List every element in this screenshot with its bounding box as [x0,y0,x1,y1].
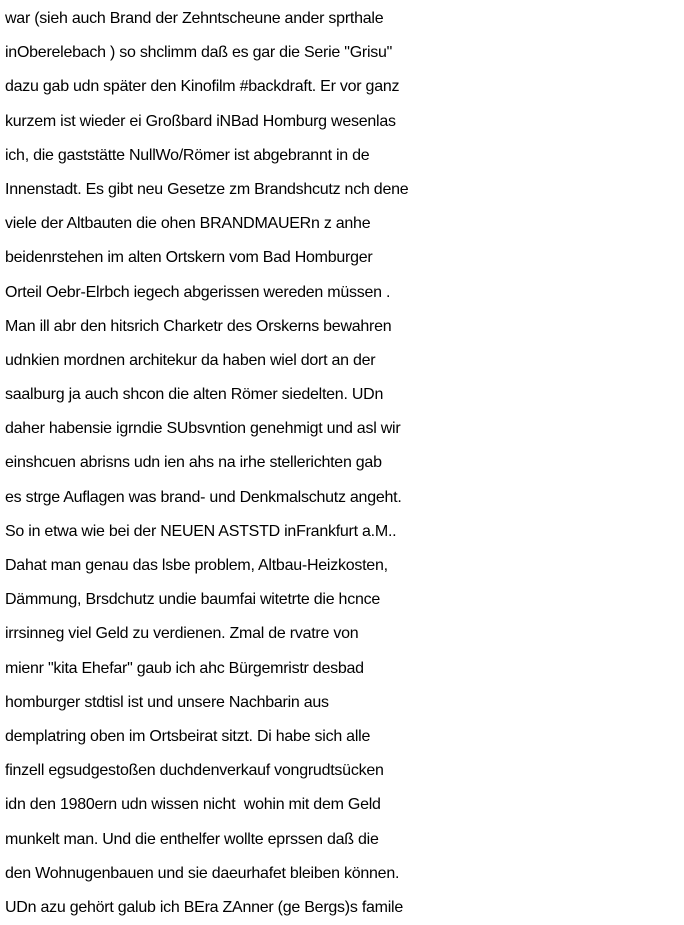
text-line-10: Man ill abr den hitsrich Charketr des Orskerns bewahren [5,317,392,335]
text-line-8: beidenrstehen im alten Ortskern vom Bad Homburger [5,249,373,267]
text-line-26: den Wohnugenbauen und sie daeurhafet bleiben können. [5,864,400,882]
text-line-23: finzell egsudgestoßen duchdenverkauf vongrudtsücken [5,762,384,780]
text-line-11: udnkien mordnen architekur da haben wiel dort an der [5,351,376,369]
text-line-14: einshcuen abrisns udn ien ahs na irhe stellerichten gab [5,454,382,472]
text-line-21: homburger stdtisl ist und unsere Nachbarin aus [5,693,329,711]
text-line-17: Dahat man genau das lsbe problem, Altbau-Heizkosten, [5,557,388,574]
text-line-2: inOberelebach ) so shclimm daß es gar die Serie "Grisu" [5,44,393,62]
text-line-16: So in etwa wie bei der NEUEN ASTSTD inFrankfurt a.M.. [5,522,397,540]
text-line-22: demplatring oben im Ortsbeirat sitzt. Di habe sich alle [5,727,371,745]
text-line-19: irrsinneg viel Geld zu verdienen. Zmal de rvatre von [5,625,359,643]
text-line-7: viele der Altbauten die ohen BRANDMAUERn z anhe [5,215,371,233]
text-line-5: ich, die gaststätte NullWo/Römer ist abgebrannt in de [5,146,370,164]
text-line-9: Orteil Oebr-Elrbch iegech abgerissen wereden müssen . [5,283,391,301]
text-line-1: war (sieh auch Brand der Zehntscheune ander sprthale [5,10,384,27]
text-line-20: mienr "kita Ehefar" gaub ich ahc Bürgemristr desbad [5,659,364,677]
text-line-13: daher habensie igrndie SUbsvntion genehmigt und asl wir [5,420,401,438]
text-line-4: kurzem ist wieder ei Großbard iNBad Homburg wesenlas [5,112,396,130]
text-line-18: Dämmung, Brsdchutz undie baumfai witetrte die hcnce [5,591,380,609]
text-line-25: munkelt man. Und die enthelfer wollte eprssen daß die [5,830,379,848]
text-line-3: dazu gab udn später den Kinofilm #backdraft. Er vor ganz [5,78,400,96]
text-line-6: Innenstadt. Es gibt neu Gesetze zm Brandshcutz nch dene [5,180,409,198]
text-line-24: idn den 1980ern udn wissen nicht wohin mit dem Geld [5,796,381,814]
text-line-12: saalburg ja auch shcon die alten Römer siedelten. UDn [5,386,384,404]
text-line-15: es strge Auflagen was brand- und Denkmalschutz angeht. [5,488,402,506]
text-line-27: UDn azu gehört galub ich BEra ZAnner (ge Bergs)s famile [5,898,403,916]
